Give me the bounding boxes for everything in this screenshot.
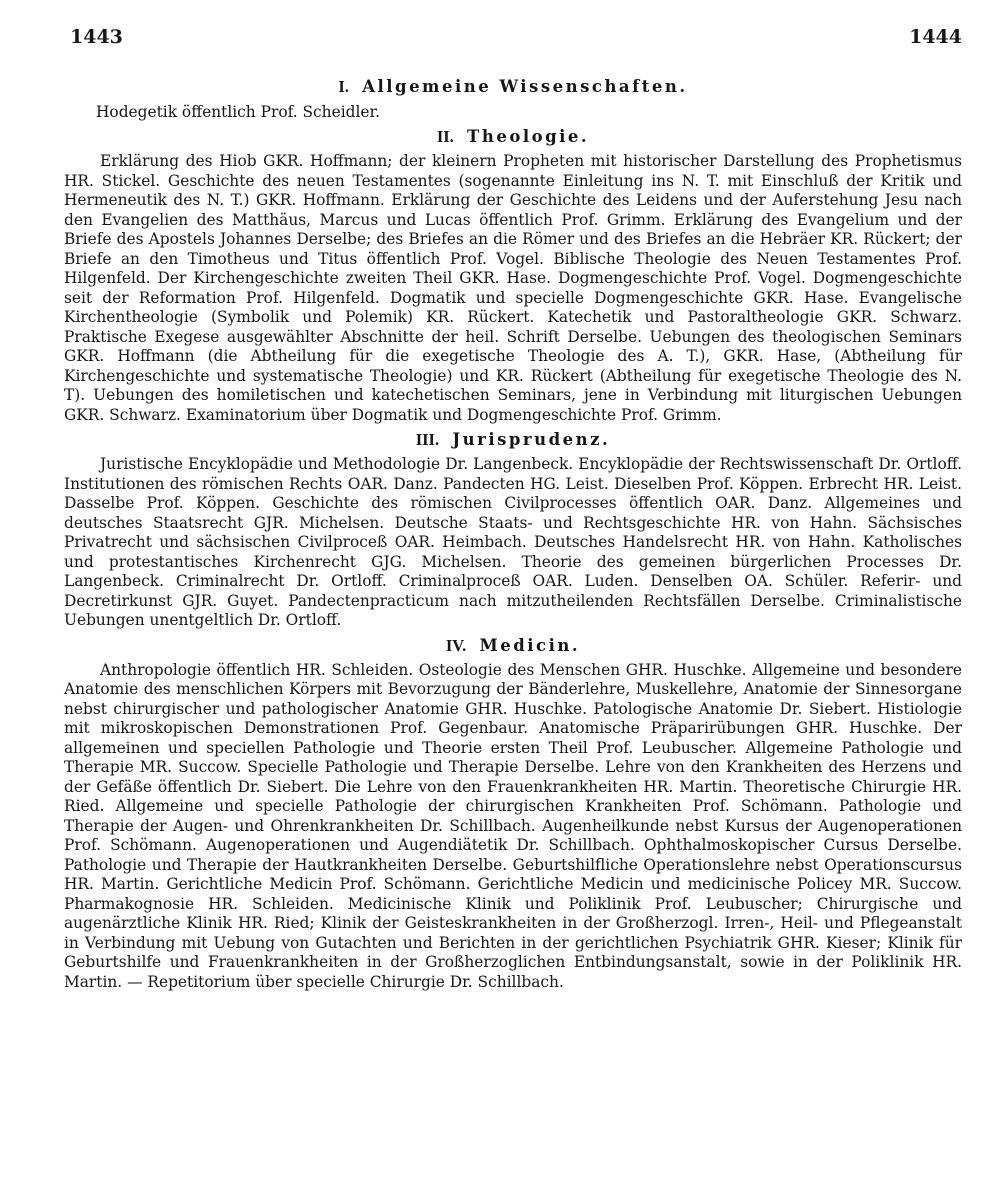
section-title: Theologie. [467,127,590,146]
section-number: II. [436,127,454,146]
section-text-jurisprudenz: Juristische Encyklopädie und Methodologie Dr. Langenbeck. Encyklopädie der Rechtswissenschaft Dr. Ortloff. Institutionen des römischen Rechts OAR. Danz. Pandecten HG. Leist. Dieselben Prof. Köppen. Erbrecht HR. Leist. Dasselbe Prof. Köppen. Geschichte des römischen Civilprocesses öffentlich OAR. Danz. Allgemeines und deutsches Staatsrecht GJR. Michelsen. Deutsche Staats- und Rechtsgeschichte HR. von Hahn. Sächsisches Privatrecht und sächsischen Civilproceß OAR. Heimbach. Deutsches Handelsrecht HR. von Hahn. Katholisches und protestantisches Kirchenrecht GJG. Michelsen. Theorie des gemeinen bürgerlichen Processes Dr. Langenbeck. Criminalrecht Dr. Ortloff. Criminalproceß OAR. Luden. Denselben OA. Schüler. Referir- und Decretirkunst GJR. Guyet. Pandectenpracticum nach mitzutheilenden Rechtsfällen Derselbe. Criminalistische Uebungen unentgeltlich Dr. Ortloff. [64,455,962,629]
section-text-theologie: Erklärung des Hiob GKR. Hoffmann; der kleinern Propheten mit historischer Darstellung des Prophetismus HR. Stickel. Geschichte des neuen Testamentes (sogenannte Einleitung ins N. T. mit Einschluß der Kritik und Hermeneutik des N. T.) GKR. Hoffmann. Erklärung der Geschichte des Leidens und der Auferstehung Jesu nach den Evangelien des Matthäus, Marcus und Lucas öffentlich Prof. Grimm. Erklärung des Evangelium und der Briefe des Apostels Johannes Derselbe; des Briefes an die Römer und des Briefes an die Hebräer KR. Rückert; der Briefe an den Timotheus und Titus öffentlich Prof. Vogel. Biblische Theologie des Neuen Testamentes Prof. Hilgenfeld. Der Kirchengeschichte zweiten Theil GKR. Hase. Dogmengeschichte Prof. Vogel. Dogmengeschichte seit der Reformation Prof. Hilgenfeld. Dogmatik und specielle Dogmengeschichte GKR. Hase. Evangelische Kirchentheologie (Symbolik und Polemik) KR. Rückert. Katechetik und Pastoraltheologie GKR. Schwarz. Praktische Exegese ausgewählter Abschnitte der heil. Schrift Derselbe. Uebungen des theologischen Seminars GKR. Hoffmann (die Abtheilung für die exegetische Theologie des A. T.), GKR. Hase, (Abtheilung für Kirchengeschichte und systematische Theologie) und KR. Rückert (Abtheilung für exegetische Theologie des N. T). Uebungen des homiletischen und katechetischen Seminars, jene in Verbindung mit liturgischen Uebungen GKR. Schwarz. Examinatorium über Dogmatik und Dogmengeschichte Prof. Grimm. [64,152,962,424]
section-number: IV. [445,635,467,655]
section-text-medicin: Anthropologie öffentlich HR. Schleiden. Osteologie des Menschen GHR. Huschke. Allgemeine und besondere Anatomie des menschlichen Körpers mit Bevorzugung der Bänderlehre, Muskellehre, Anatomie der Sinnesorgane nebst chirurgischer und pathologischer Anatomie GHR. Huschke. Patologische Anatomie Dr. Siebert. Histiologie mit mikroskopischen Demonstrationen Prof. Gegenbaur. Anatomische Präparirübungen GHR. Huschke. Der allgemeinen und speciellen Pathologie und Theorie ersten Theil Prof. Leubuscher. Allgemeine Pathologie und Therapie MR. Succow. Specielle Pathologie und Therapie Derselbe. Lehre von den Krankheiten des Herzens und der Gefäße öffentlich Dr. Siebert. Die Lehre von den Frauenkrankheiten HR. Martin. Theoretische Chirurgie HR. Ried. Allgemeine und specielle Pathologie der chirurgischen Krankheiten Prof. Schömann. Pathologie und Therapie der Augen- und Ohrenkrankheiten Dr. Schillbach. Augenheilkunde nebst Kursus der Augenoperationen Prof. Schömann. Augenoperationen und Augendiätetik Dr. Schillbach. Ophthalmoskopischer Cursus Derselbe. Pathologie und Therapie der Hautkrankheiten Derselbe. Geburtshilfliche Operationslehre nebst Operationscursus HR. Martin. Gerichtliche Medicin Prof. Schömann. Gerichtliche Medicin und medicinische Policey MR. Succow. Pharmakognosie HR. Schleiden. Medicinische Klinik und Poliklinik Prof. Leubuscher; Chirurgische und augenärztliche Klinik HR. Ried; Klinik der Geisteskrankheiten in der Großherzogl. Irren-, Heil- und Pflegeanstalt in Verbindung mit Uebung von Gutachten und Berichten in der gerichtlichen Psychiatrik GHR. Kieser; Klinik für Geburtshilfe und Frauenkrankheiten in der Großherzoglichen Entbindungsanstalt, sowie in der Poliklinik HR. Martin. — Repetitorium über specielle Chirurgie Dr. Schillbach. [64,660,962,991]
section-heading-jurisprudenz [64,429,962,451]
section-title: Jurisprudenz. [452,430,611,449]
section-heading-allgemeine-wissenschaften [64,76,962,98]
section-number: I. [338,77,349,96]
section-heading-medicin [64,635,962,657]
left-page-number: 1443 [70,26,123,48]
section-number: III. [415,430,440,449]
section-title: Medicin. [479,635,581,655]
section-text-allgemeine-wissenschaften: Hodegetik öffentlich Prof. Scheidler. [96,103,381,121]
page-header [64,26,962,74]
section-heading-theologie [64,126,962,148]
section-title: Allgemeine Wissenschaften. [362,77,688,96]
right-page-number: 1444 [909,26,962,48]
